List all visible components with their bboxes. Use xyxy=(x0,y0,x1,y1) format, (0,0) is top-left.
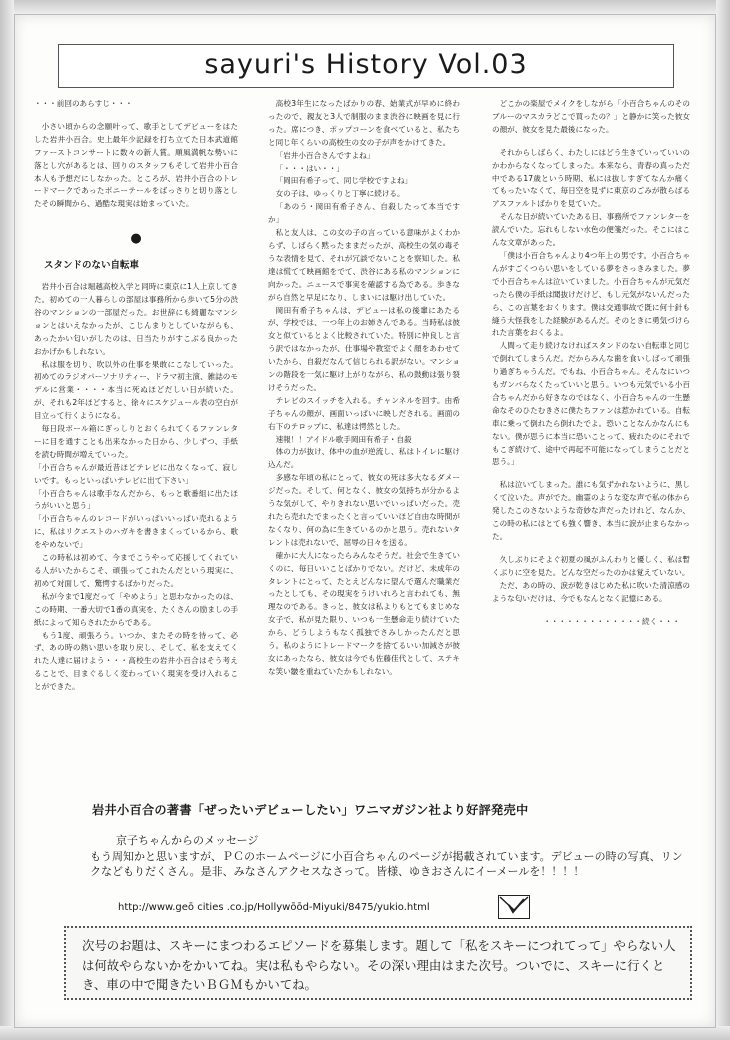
recap-label: ・・・前回のあらすじ・・・ xyxy=(34,99,133,108)
paragraph: 私と友人は、この女の子の言っている意味がよくわからず、しばらく黙ったままだったが、高校生の気の毒そうな表情を見て、それが冗談でないことを察知した。私達は慌てて映画館をでて、渋谷にある私のマンションに向かった。ニュースで事実を確認する為である。歩きながら自然と早足になり、しまいには駆け出していた。 xyxy=(268,228,460,302)
page-edge-right xyxy=(716,0,730,1040)
paragraph: 毎日段ボール箱にぎっしりとおくられてくるファンレターに目を通すことも出来なかった日から、少しずつ、手紙を読む時間が増えていった。 xyxy=(34,424,238,459)
paragraph: ただ、あの時の、涙が乾きはじめた私に吹いた清涼感のような匂いだけは、今でもなんとなく記憶にある。 xyxy=(492,580,690,603)
dialogue-line: 「あのう・岡田有希子さん、自殺したって本当ですか」 xyxy=(268,202,460,225)
paragraph: 岩井小百合は堀越高校入学と同時に東京に1人上京してきた。初めての一人暮らしの部屋は事務所から歩いて5分の渋谷のマンションの一部屋だった。お世辞にも綺麗なマンションとはいえなかったが、こじんまりとしていながらも、あったかい匂いがしたのは、日当たりがすこぶる良かったおかげかもしれない。 xyxy=(34,282,238,356)
message-body: もう周知かと思いますが、ＰＣのホームページに小百合ちゃんのページが掲載されています。デビューの時の写真、リンクなどもりだくさん。是非、みなさんアクセスなさって。皆様、ゆきおさんにイーメールを！！！！ xyxy=(90,849,683,879)
paragraph: そんな日が続いていたある日、事務所でファンレターを読んでいた。忘れもしない水色の便箋だった。そこにはこんな文章があった。 xyxy=(492,212,690,248)
paragraph: 高校3年生になったばかりの春、始業式が早めに終わったので、親友と3人で制服のまま渋谷に映画を見に行った。席につき、ポップコーンを食べていると、私たちと同じ年くらいの高校生の女の子が声をかけてきた。 xyxy=(268,99,460,147)
paragraph: どこかの楽屋でメイクをしながら「小百合ちゃんのそのブルーのマスカラどこで買ったの？」と静かに笑った彼女の顔が、彼女を見た最後になった。 xyxy=(492,99,690,134)
column-2 xyxy=(268,98,460,679)
fan-letter-quote: 人間って走り続けなければスタンドのない自転車と同じで倒れてしまうんだ。だからみんな歯を食いしばって頑張り過ぎちゃうんだ。でもね、小百合ちゃん。そんなにいつもガンバらなくたっていいと思う。いつも元気でいる小百合ちゃんだから好きなのではなく、小百合ちゃんの一生懸命なそのひたむきさに僕たちファンは惹かれている。自転車に乗って倒れたら倒れたでよ。恐いことなんかなんにもない。僕が思うに本当に恐いことって、疲れたのにそれでもこぎ続けて、途中で再起不可能になってしまうことだと思う。」 xyxy=(492,341,690,467)
fan-letter-quote: 「小百合ちゃんは歌手なんだから、もっと歌番組に出たほうがいいと思う」 xyxy=(34,488,238,511)
paragraph: 岡田有希子ちゃんは、デビューは私の後輩にあたるが、学校では、一つ年上のお姉さんである。当時私は彼女と似ているとよく比較されていた。特別に仲良しと言う訳ではなかったが、仕事場や教室でよく顔をあわせていたから、自殺だなんて信じられる訳がない。マンションの階段を一気に駆け上がりながら、私の鼓動は張り裂けそうだった。 xyxy=(268,305,460,392)
paragraph: 私は泣いてしまった。誰にも気ずかれないように、黒しくて泣いた。声がでた。幽霊のような変な声で私の体から発したこのさないような奇妙な声だったけれど、なんか、この時の私にはとても強く響き、本当に涙が止まらなかった。 xyxy=(492,480,690,541)
paragraph: 久しぶりにそよぐ初夏の風がふんわりと優しく、私は暫くぶりに空を見た。どんな空だったのかは覚えていない。 xyxy=(492,554,690,577)
page-title: sayuri's History Vol.03 xyxy=(204,49,528,80)
homepage-url-link[interactable]: http://www.geō cities .co.jp/Hollywōōd-Miyuki/8475/yukio.html xyxy=(118,902,430,913)
paragraph: 体の力が抜け、体中の血が逆流し、私はトイレに駆け込んだ。 xyxy=(268,447,460,470)
column-1 xyxy=(34,98,238,694)
paragraph: 確かに大人になったらみんなそうだ。社会で生きていくのに、毎日いいことばかりでない。だけど、未成年のタレントにとって、たとえどんなに望んで選んだ職業だったとしても、その現実をうけいれろと言われても、無理なのである。きっと、彼女は私よりもとてもまじめな女子で、私が見た限り、いつも一生懸命走り続けていたから、どうしようもなく孤独でさみしかったんだと思う。私のようにトレードマークを捨てるいい加減さが彼女にあったなら、彼女は今でも佐藤佳代として、ステキな笑い皺を重ねていたかもしれない。 xyxy=(268,550,460,676)
section-bullet: ● xyxy=(130,231,142,247)
news-flash: 速報！！アイドル歌手岡田有希子・自殺 xyxy=(275,434,412,444)
envelope-icon xyxy=(499,896,529,918)
dialogue-line: 「岡田有希子って、同じ学校ですよね」 xyxy=(275,176,413,186)
dialogue-line: 「・・・はい・・」 xyxy=(275,163,344,173)
page-edge-left xyxy=(0,0,14,1040)
paragraph: 私が今まで1度だって「やめよう」と思わなかったのは、この時期、一番大切で1番の真実を、たくさんの励ましの手紙によって知らされたからである。 xyxy=(34,591,238,627)
message-section xyxy=(90,833,686,880)
paragraph: 私は服を切り、吹以外の仕事を果敢にこなしていった。初めてのラジオパーソナリティー、ドラマ初主演、雑誌のモデルに営業・・・・本当に死ぬほどだしい日が続いた。が、それも2年ほどすると、徐々にスケジュール表の空白が目立って行くようになる。 xyxy=(34,359,238,421)
paragraph: この時私は初めて、今までこうやって応援してくれている人がいたからこそ、頑張ってこれたんだという現実に、初めて対面して、驚愕するばかりだった。 xyxy=(34,553,238,588)
book-announcement: 岩井小百合の著書「ぜったいデビューしたい」ワニマガジン社より好評発売中 xyxy=(92,803,529,817)
fan-letter-quote: 「小百合ちゃんのレコードがいっぱいいっぱい売れるように、私はリクエストのハガキを書きまくっているから、歌をやめないで」 xyxy=(34,514,238,550)
paragraph: もう1度、頑張ろう。いつか、またその時を待って、必ず、あの時の熱い思いを取り戻し、そして、私を支えてくれた人達に届けよう・・・高校生の岩井小百合はそう考えることで、目まぐるしく変わっていく現実を受け入れることができた。 xyxy=(34,630,238,692)
fan-letter-quote: 「小百合ちゃんが最近昔ほどテレビに出なくなって、寂しいです。もっといっぱいテレビに出て下さい」 xyxy=(34,462,238,485)
paragraph: それからしばらく、わたしにはどう生きていっていいのかわからなくなってしまった。本来なら、青春の真っただ中である17歳という時期、私には抜しすぎてなんか痛くてもったいなくて、毎日空を見ずに東京のごみが散らばるアスファルトばかりを見ていた。 xyxy=(492,147,690,209)
column-3 xyxy=(492,98,690,628)
next-topic-text: 次号のお題は、スキーにまつわるエピソードを募集します。題して「私をスキーにつれてって」やらない人は何故やらないかをかいてね。実は私もやらない。その深い理由はまた次号。ついでに、スキーに行くとき、車の中で聞きたいＢＧＭもかいてね。 xyxy=(82,938,676,992)
mail-icon xyxy=(498,895,530,919)
fan-letter-quote: 「僕は小百合ちゃんより4つ年上の男です。小百合ちゃんがすごくつらい思いをしている夢をさっきみました。夢で小百合ちゃんは泣いていました。小百合ちゃんが元気だったら僕の手紙は聞抜けだけど、もし元気がないんだったら、この言葉をおくります。僕は交通事故で既に何十針も縫う大怪我をした経験があるんだ。そのときに勇気づけられた言葉をおくるよ。 xyxy=(492,250,690,338)
title-banner xyxy=(58,44,674,88)
message-title: 京子ちゃんからのメッセージ xyxy=(116,834,259,847)
paragraph: 女の子は、ゆっくりと丁寧に続ける。 xyxy=(275,189,405,199)
intro-paragraph: 小さい頃からの念願叶って、歌手としてデビューをはたした岩井小百合。史上最年少記録を打ち立てた日本武道館ファーストコンサートに数々の新人賞。順風満帆な勢いに落とし穴があるとは、回りのスタッフもそして岩井小百合本人も予想だにしなかった。ところが、岩井小百合のトレードマークであったポニーテールをばっさりと切り落としたその瞬間から、過酷な現実は始まっていた。 xyxy=(34,121,238,209)
paragraph: テレビのスイッチを入れる。チャンネルを回す。由希子ちゃんの顔が、画面いっぱいに映しだされる。画面の右下のテロップに、私達は愕然とした。 xyxy=(268,395,460,431)
page-edge-top xyxy=(0,0,730,14)
continued-label: ・・・・・・・・・・・・・続く・・・ xyxy=(543,616,680,626)
paragraph: 多感な年頃の私にとって、彼女の死は多大なるダメージだった。そして、何となく、彼女の気持ちが分かるような気がして、やりきれない思いでいっぱいだった。売れたら売れたでまったくと言っていいほど自由な時間がなくなり、何の為に生きているのかと思う。売れないタレントは売れないで、屈辱の日々を送る。 xyxy=(268,473,460,547)
dialogue-line: 「岩井小百合さんですよね」 xyxy=(275,150,375,160)
section-subtitle: スタンドのない自転車 xyxy=(44,260,140,272)
next-topic-box xyxy=(64,926,692,1000)
page-edge-bottom xyxy=(0,1026,730,1040)
